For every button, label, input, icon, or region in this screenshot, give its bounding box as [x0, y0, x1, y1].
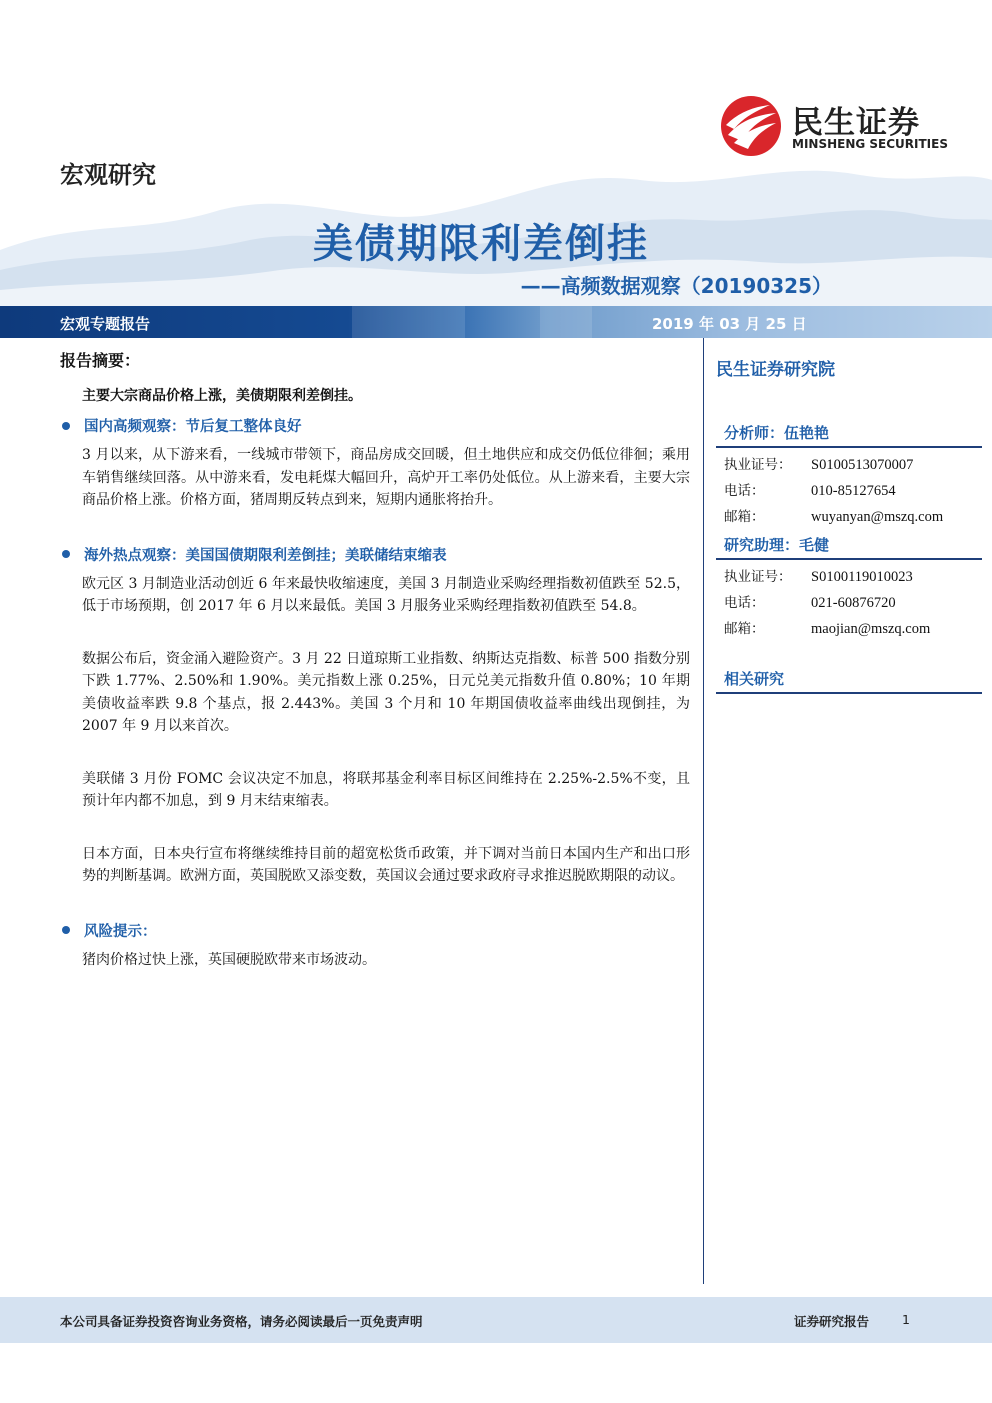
- paragraph: 数据公布后，资金涌入避险资产。3 月 22 日道琼斯工业指数、纳斯达克指数、标普 500 指数分别下跌 1.77%、2.50%和 1.90%。美元指数上涨 0.25%，日元兑美元指数升值 0.80%；10 年期美债收益率跌 9.8 个基点，报 2.443%。美国 3 个月和 10 年期国债收益率曲线出现倒挂，为 2007 年 9 月以来首次。: [82, 650, 690, 734]
- analyst-license: [716, 452, 982, 478]
- assistant-phone: [716, 590, 982, 616]
- minsheng-logo-icon: [720, 95, 782, 157]
- footer-report-type: 证券研究报告: [794, 1314, 870, 1329]
- field-label: 电话：: [724, 595, 765, 611]
- summary-section: [60, 348, 690, 971]
- column-divider: [703, 338, 704, 1284]
- assistant-email: [716, 616, 982, 642]
- institute-name: 民生证券研究院: [716, 360, 835, 380]
- assistant-heading: 研究助理：毛健: [716, 534, 982, 560]
- assistant-license: [716, 564, 982, 590]
- section-title: 海外热点观察：美国国债期限利差倒挂；美联储结束缩表: [84, 547, 447, 564]
- page-footer: [0, 1297, 992, 1343]
- report-type-label: 宏观专题报告: [60, 315, 151, 333]
- footer-disclaimer: 本公司具备证券投资咨询业务资格，请务必阅读最后一页免责声明: [60, 1314, 423, 1329]
- analyst-sidebar: [716, 355, 982, 694]
- paragraph: 欧元区 3 月制造业活动创近 6 年来最快收缩速度，美国 3 月制造业采购经理指数初值跌至 52.5，低于市场预期，创 2017 年 6 月以来最低。美国 3 月服务业采购经理指数初值跌至 54.8。: [82, 575, 690, 614]
- field-label: 执业证号：: [724, 457, 792, 473]
- field-value: 021-60876720: [811, 595, 896, 611]
- report-category: 宏观研究: [60, 161, 156, 189]
- bullet-dot-icon: [62, 926, 70, 934]
- analyst-email: [716, 504, 982, 530]
- bullet-dot-icon: [62, 422, 70, 430]
- report-date: 2019 年 03 月 25 日: [652, 315, 807, 333]
- paragraph: 猪肉价格过快上涨，英国硬脱欧带来市场波动。: [82, 951, 376, 968]
- related-research-heading: 相关研究: [716, 668, 982, 694]
- summary-lead: 主要大宗商品价格上涨，美债期限利差倒挂。: [82, 388, 362, 404]
- section-title: 风险提示：: [84, 923, 157, 940]
- section-heading-overseas: [60, 544, 690, 565]
- company-logo: [720, 95, 960, 157]
- paragraph: 3 月以来，从下游来看，一线城市带领下，商品房成交回暖，但土地供应和成交仍低位徘徊；乘用车销售继续回落。从中游来看，发电耗煤大幅回升，高炉开工率仍处低位。从上游来看，主要大宗商品价格上涨。价格方面，猪周期反转点到来，短期内通胀将抬升。: [82, 447, 690, 508]
- field-label: 电话：: [724, 483, 765, 499]
- page-number: 1: [902, 1312, 910, 1327]
- bullet-dot-icon: [62, 550, 70, 558]
- band-segment: [352, 306, 465, 338]
- report-type-band: [0, 306, 992, 338]
- paragraph: 美联储 3 月份 FOMC 会议决定不加息，将联邦基金利率目标区间维持在 2.25%-2.5%不变，且预计年内都不加息，到 9 月末结束缩表。: [82, 770, 690, 809]
- section-title: 国内高频观察：节后复工整体良好: [84, 419, 302, 435]
- field-value: 010-85127654: [811, 483, 896, 499]
- logo-chinese-name: 民生证券: [792, 105, 920, 141]
- analyst-phone: [716, 478, 982, 504]
- field-label: 邮箱：: [724, 621, 765, 637]
- logo-english-name: MINSHENG SECURITIES: [792, 137, 948, 151]
- field-label: 邮箱：: [724, 509, 765, 525]
- section-heading-domestic: [60, 415, 690, 436]
- band-segment: [540, 306, 592, 338]
- field-value: S0100513070007: [811, 457, 914, 473]
- section-heading-risk: [60, 920, 690, 941]
- analyst-heading: 分析师：伍艳艳: [716, 422, 982, 448]
- paragraph: 日本方面，日本央行宣布将继续维持目前的超宽松货币政策，并下调对当前日本国内生产和出口形势的判断基调。欧洲方面，英国脱欧又添变数，英国议会通过要求政府寻求推迟脱欧期限的动议。: [82, 845, 690, 884]
- field-value: S0100119010023: [811, 569, 913, 585]
- report-title: 美债期限利差倒挂: [313, 221, 649, 267]
- summary-heading: 报告摘要：: [60, 351, 141, 370]
- field-value: wuyanyan@mszq.com: [811, 509, 944, 525]
- field-value: maojian@mszq.com: [811, 621, 931, 637]
- field-label: 执业证号：: [724, 569, 792, 585]
- report-subtitle: ——高频数据观察（20190325）: [520, 274, 832, 298]
